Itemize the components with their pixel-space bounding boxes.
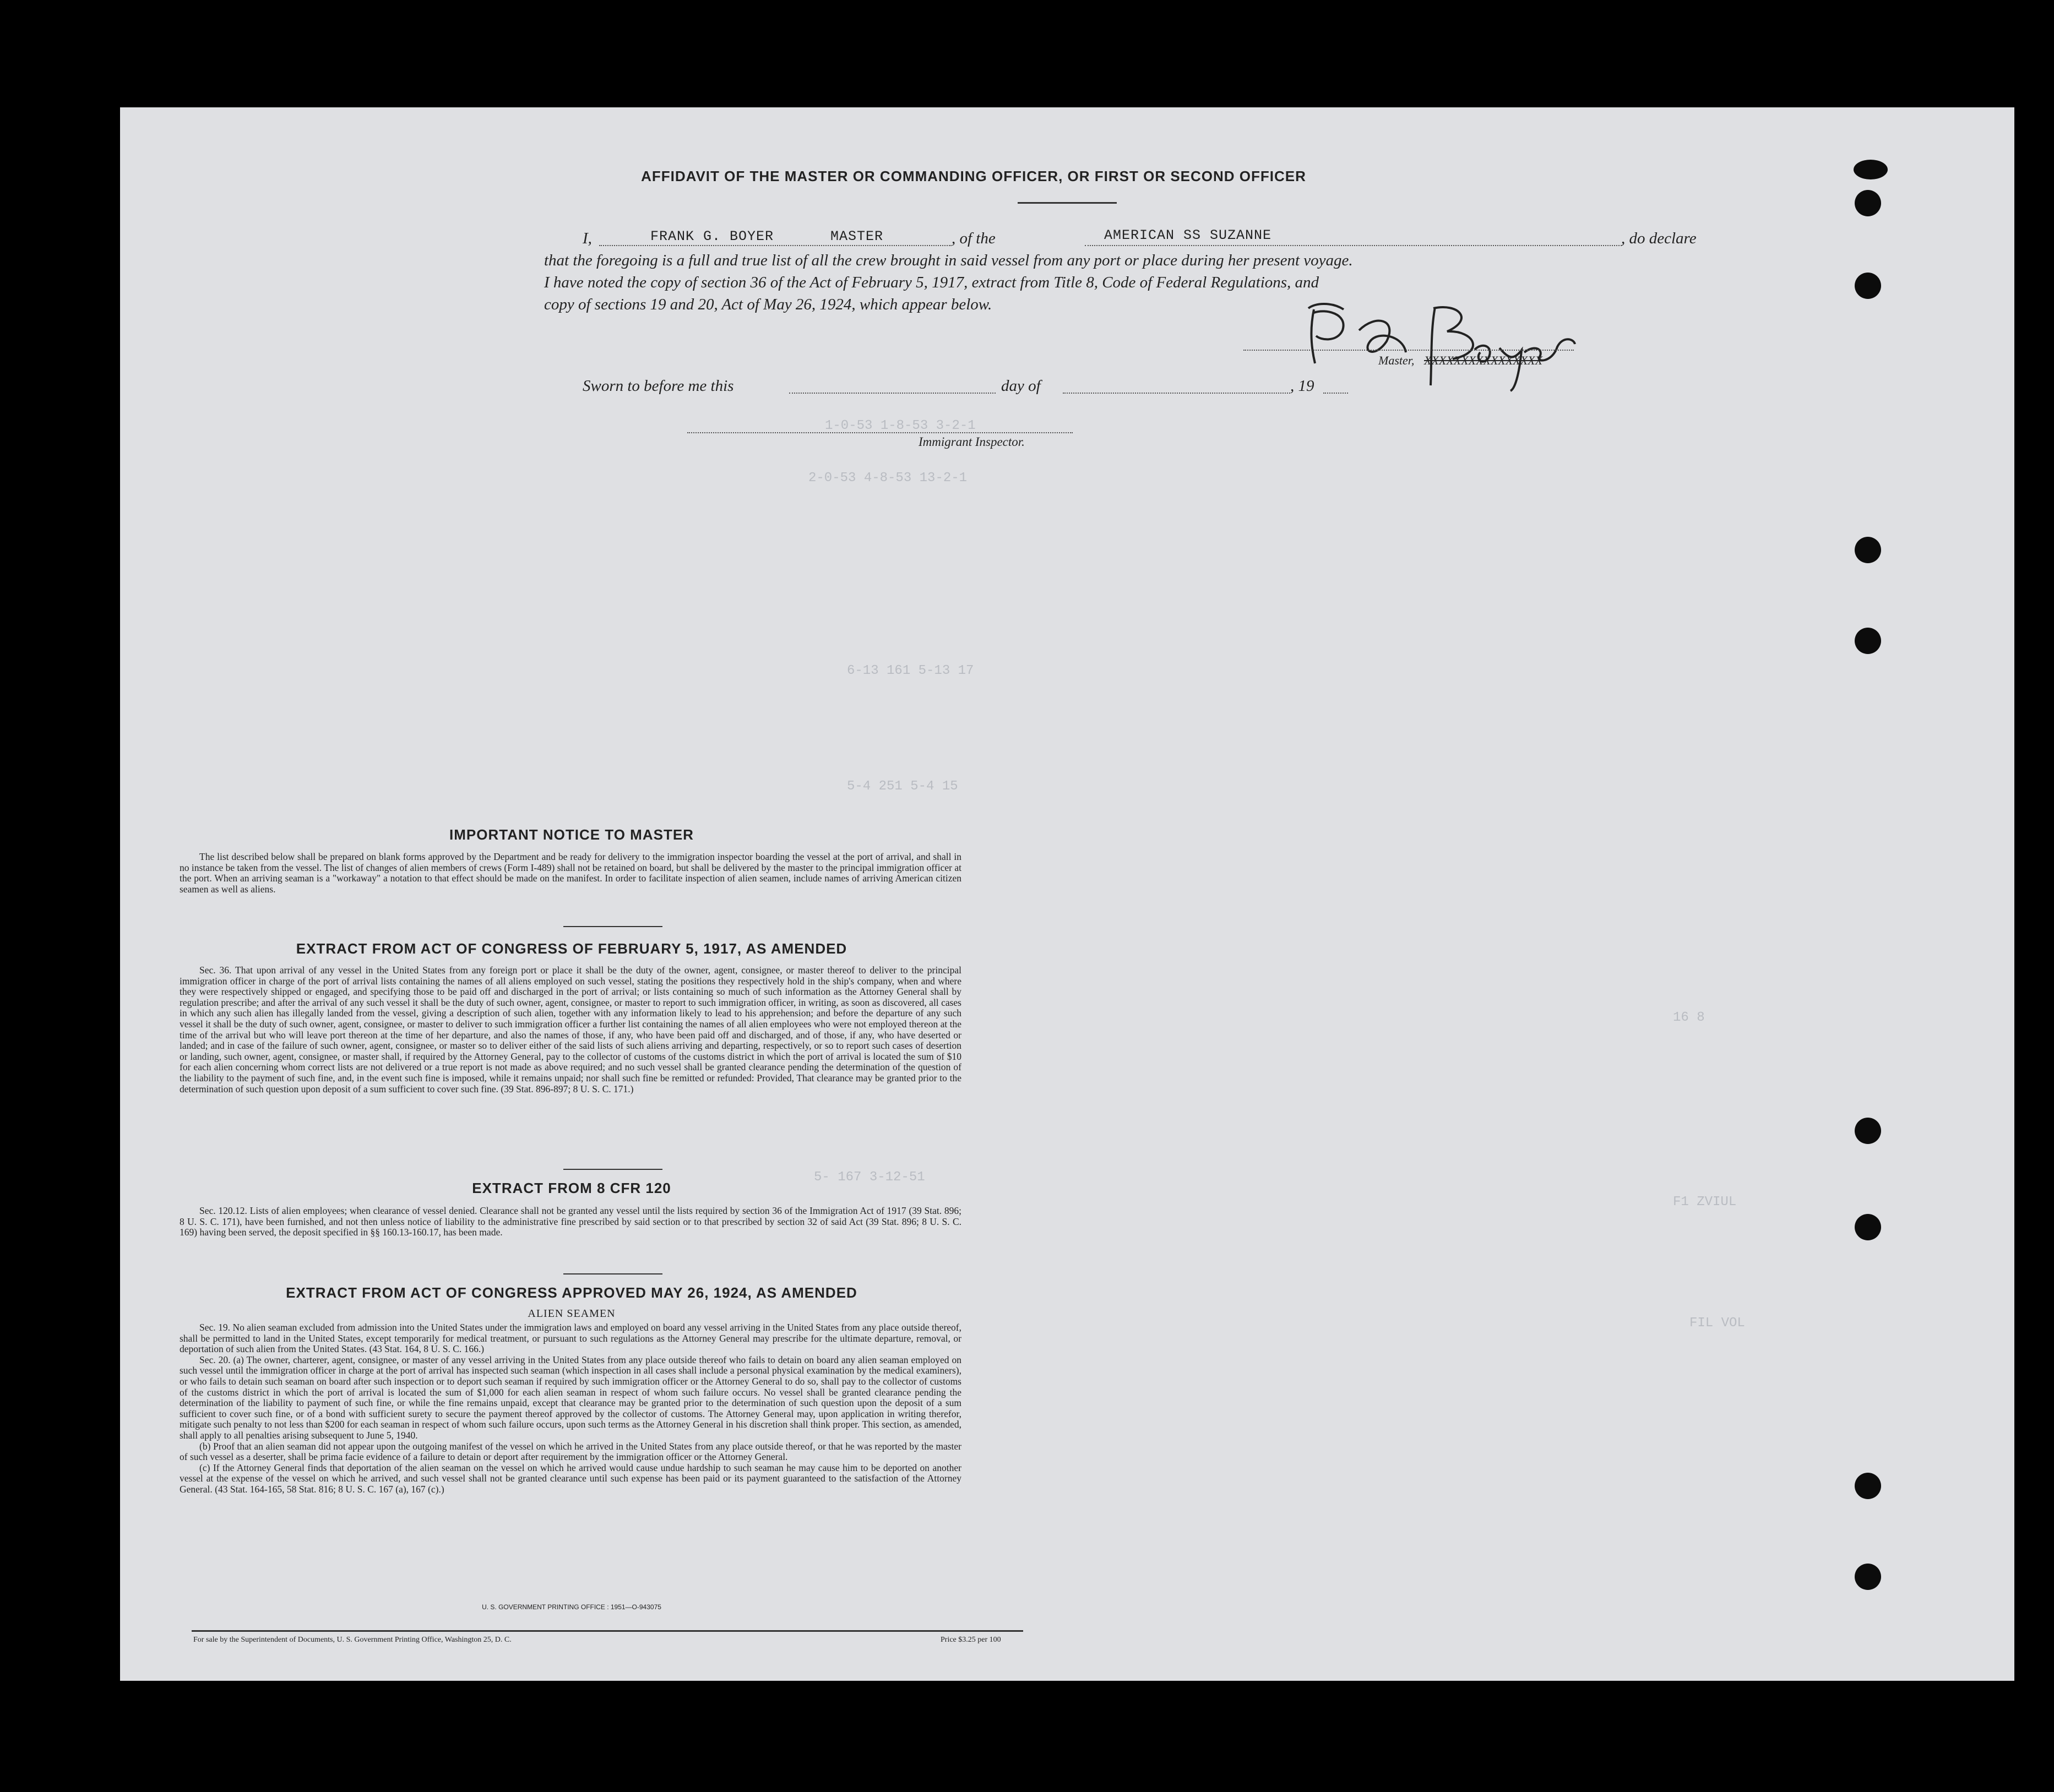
name-line <box>599 245 952 246</box>
title-rule <box>1018 202 1117 204</box>
punch-hole <box>1855 537 1881 563</box>
affidavit-text-2: I have noted the copy of section 36 of the Act of February 5, 1917, extract from Title 8, Code of Federal Regulations, and <box>544 274 1319 291</box>
vessel-line <box>1085 245 1622 246</box>
price-notice: Price $3.25 per 100 <box>941 1636 1001 1644</box>
notice-rule <box>563 926 662 927</box>
punch-hole <box>1855 1214 1881 1240</box>
gpo-imprint: U. S. GOVERNMENT PRINTING OFFICE : 1951—O-943075 <box>482 1603 661 1611</box>
affidavit-text-1: that the foregoing is a full and true list of all the crew brought in said vessel from any port or place during her present voyage. <box>544 252 1353 269</box>
extract-cfr-text: Sec. 120.12. Lists of alien employees; when clearance of vessel denied. Clearance shall not be granted any vessel until the lists required by section 36 of the Immigration Act of 1917 (39 Stat. 896; 8 U. S. C. 171), have been furnished, and not then unless notice of liability to the administrative fine prescribed by said section or to that prescribed by section 32 of said Act (39 Stat. 896; 8 U. S. C. 169) having been served, the deposit specified in §§ 160.13-160.17, has been made. <box>180 1205 961 1238</box>
notice-text: The list described below shall be prepared on blank forms approved by the Department and be ready for delivery to the immigration inspector boarding the vessel at the port of arrival, and shall in no instance be taken from the vessel. The list of changes of alien members of crews (Form I-489) shall not be retained on board, but shall be delivered by the master to the principal immigration officer at the port. When an arriving seaman is a "workaway" a notation to that effect should be made on the manifest. In order to facilitate inspection of alien seamen, include names of arriving American citizen seamen as well as aliens. <box>180 851 961 895</box>
year-line <box>1323 393 1348 394</box>
extract-1917-rule <box>563 1169 662 1170</box>
punch-hole <box>1855 1473 1881 1499</box>
punch-hole <box>1855 628 1881 654</box>
alien-seamen-subtitle: ALIEN SEAMEN <box>528 1308 616 1320</box>
ink-blot <box>1854 160 1888 179</box>
master-rank: MASTER <box>830 228 884 244</box>
master-signature <box>1293 297 1579 394</box>
extract-cfr-title: EXTRACT FROM 8 CFR 120 <box>472 1180 671 1196</box>
extract-1924-title: EXTRACT FROM ACT OF CONGRESS APPROVED MAY 26, 1924, AS AMENDED <box>286 1284 857 1301</box>
inspector-line <box>687 432 1073 433</box>
footer-rule <box>192 1630 1023 1632</box>
form-page: 1-0-53 1-8-53 3-2-1 2-0-53 4-8-53 13-2-1 6-13 161 5-13 17 5-4 251 5-4 15 5- 167 3-12-51 16 8 F1 ZVIUL FIL VOL AFFIDAVIT OF THE MASTER OR COMMANDING OFFICER, OR FIRST OR SECOND OFFICER I, FRANK G. BOYER MASTER , of the AMERICAN SS SUZANNE , do declare that the foregoing is a full and true list of all the crew brought in said vessel from any port or place during her present voyage. I have noted the copy of section 36 of the Act of February 5, 1917, extract from Title 8, Code of Federal Regulations, and copy of sections 19 and 20, Act of May 26, 1924, which appear below. Master, XXXXXXXXXXXXXXXX Sworn to before me this day of , 19 Immigrant Inspector. IMPORTANT NOTICE TO MASTER The list described below shall be prepared on blank forms approved by the Department and be ready for delivery to the immigration inspector boarding the vessel at the port of arrival, and shall in no instance be taken from the vessel. The list of changes of alien members of crews (Form I-489) shall not be retained on board, but shall be delivered by the master to the principal immigration officer at the port. When an arriving seaman is a "workaway" a notation to that effect should be made on the manifest. In order to facilitate inspection of alien seamen, include names of arriving American citizen seamen as well as aliens. EXTRACT FROM ACT OF CONGRESS OF FEBRUARY 5, 1917, AS AMENDED Sec. 36. That upon arrival of any vessel in the United States from any foreign port or place it shall be the duty of the owner, agent, consignee, or master thereof to deliver to the principal immigration officer in charge of the port of arrival lists containing the names of all aliens employed on such vessel, stating the positions they respectively hold in the ship's company, when and where they were respectively shipped or engaged, and specifying those to be paid off and discharged in the port of arrival; or lists containing so much of such information as the Attorney General shall by regulation prescribe; and after the arrival of any such vessel it shall be the duty of such owner, agent, consignee, or master to report to such immigration officer, in writing, as soon as discovered, all cases in which any such alien has illegally landed from the vessel, giving a description of such alien, together with any information likely to lead to his apprehension; and before the departure of any such vessel it shall be the duty of such owner, agent, consignee, or master to deliver to such immigration officer a further list containing the names of all alien employees who were not employed thereon at the time of the arrival but who will leave port thereon at the time of her departure, and also the names of those, if any, who have been paid off and discharged, and of those, if any, who have deserted or landed; and in case of the failure of such owner, agent, consignee, or master so to deliver either of the said lists of such aliens arriving and departing, respectively, or so to report such cases of desertion or landing, such owner, agent, consignee, or master shall, if required by the Attorney General, pay to the collector of customs of the customs district in which the port of arrival is located the sum of $10 for each alien concerning whom correct lists are not delivered or a true report is not made as above required; and no such vessel shall be granted clearance pending the determination of the question of the liability to the payment of such fine, and, in the event such fine is imposed, while it remains unpaid; nor shall such fine be remitted or refunded: Provided, That clearance may be granted prior to the determination of such question upon deposit of a sum sufficient to cover such fine. (39 Stat. 896-897; 8 U. S. C. 171.) EXTRACT FROM 8 CFR 120 Sec. 120.12. Lists of alien employees; when clearance of vessel denied. Clearance shall not be granted any vessel until the lists required by section 36 of the Immigration Act of 1917 (39 Stat. 896; 8 U. S. C. 171), have been furnished, and not then unless notice of liability to the administrative fine prescribed by said section or to that prescribed by section 32 of said Act (39 Stat. 896; 8 U. S. C. 169) having been served, the deposit specified in §§ 160.13-160.17, has been made. EXTRACT FROM ACT OF CONGRESS APPROVED MAY 26, 1924, AS AMENDED ALIEN SEAMEN Sec. 19. No alien seaman excluded from admission into the United States under the immigration laws and employed on board any vessel arriving in the United States from any place outside thereof, shall be permitted to land in the United States, except temporarily for medical treatment, or pursuant to such regulations as the Attorney General may prescribe for the ultimate departure, removal, or deportation of such alien from the United States. (43 Stat. 164, 8 U. S. C. 166.) Sec. 20. (a) The owner, charterer, agent, consignee, or master of any vessel arriving in the United States from any place outside thereof who fails to detain on board any alien seaman employed on such vessel until the immigration officer in charge at the port of arrival has inspected such seaman (which inspection in all cases shall include a personal physical examination by the medical examiners), or who fails to detain such seaman on board after such inspection or to deport such seaman if required by such immigration officer or the Attorney General to do so, shall pay to the collector of customs of the customs district in which the port of arrival is located the sum of $1,000 for each alien seaman in respect of whom such failure occurs. No vessel shall be granted clearance pending the determination of the liability to payment of such fine, or while the fine remains unpaid, except that clearance may be granted prior to the determination of such question upon the deposit of a sum sufficient to cover such fine, or of a bond with sufficient surety to secure the payment thereof approved by the collector of customs. The Attorney General may, upon application in writing therefor, mitigate such penalty to not less than $200 for each seaman in respect of whom such failure occurs, upon such terms as the Attorney General in his discretion shall think proper. This section, as amended, shall apply to all penalties arising subsequent to June 5, 1940. (b) Proof that an alien seaman did not appear upon the outgoing manifest of the vessel on which he arrived in the United States from any place outside thereof, or that he was reported by the master of such vessel as a deserter, shall be prima facie evidence of a failure to detain or deport after requirement by the immigration officer or the Attorney General. (c) If the Attorney General finds that deportation of the alien seaman on the vessel on which he arrived would cause undue hardship to such seaman he may cause him to be deported on another vessel at the expense of the vessel on which he arrived, and such vessel shall not be granted clearance until such expense has been paid or its payment guaranteed to the satisfaction of the Attorney General. (43 Stat. 164-165, 58 Stat. 816; 8 U. S. C. 167 (a), 167 (c).) U. S. GOVERNMENT PRINTING OFFICE : 1951—O-943075 For sale by the Superintendent of Documents, U. S. Government Printing Office, Washington 25, D. C. Price $3.25 per 100 <box>120 107 2014 1681</box>
extract-cfr-rule <box>563 1273 662 1274</box>
of-the-label: , of the <box>952 230 996 247</box>
extract-1917-text: Sec. 36. That upon arrival of any vessel in the United States from any foreign port or place it shall be the duty of the owner, agent, consignee, or master thereof to deliver to the principal immigration officer in charge of the port of arrival lists containing the names of all aliens employed on such vessel, stating the positions they respectively hold in the ship's company, when and where they were respectively shipped or engaged, and specifying those to be paid off and discharged in the port of arrival; or lists containing so much of such information as the Attorney General shall by regulation prescribe; and after the arrival of any such vessel it shall be the duty of such owner, agent, consignee, or master to report to such immigration officer, in writing, as soon as discovered, all cases in which any such alien has illegally landed from the vessel, giving a description of such alien, together with any information likely to lead to his apprehension; and before the departure of any such vessel it shall be the duty of such owner, agent, consignee, or master to deliver to such immigration officer a further list containing the names of all alien employees who were not employed thereon at the time of the arrival but who will leave port thereon at the time of her departure, and also the names of those, if any, who have been paid off and discharged, and of those, if any, who have deserted or landed; and in case of the failure of such owner, agent, consignee, or master so to deliver either of the said lists of such aliens arriving and departing, respectively, or so to report such cases of desertion or landing, such owner, agent, consignee, or master shall, if required by the Attorney General, pay to the collector of customs of the customs district in which the port of arrival is located the sum of $10 for each alien concerning whom correct lists are not delivered or a true report is not made as above required; and no such vessel shall be granted clearance pending the determination of the question of the liability to the payment of such fine, and, in the event such fine is imposed, while it remains unpaid; nor shall such fine be remitted or refunded: Provided, That clearance may be granted prior to the determination of such question upon deposit of a sum sufficient to cover such fine. (39 Stat. 896-897; 8 U. S. C. 171.) <box>180 965 961 1094</box>
affidavit-pronoun: I, <box>583 230 592 247</box>
notice-title: IMPORTANT NOTICE TO MASTER <box>449 826 694 843</box>
sworn-label: Sworn to before me this <box>583 377 734 395</box>
signature-caption-struck: XXXXXXXXXXXXXXXX <box>1424 353 1543 367</box>
extract-1917-title: EXTRACT FROM ACT OF CONGRESS OF FEBRUARY 5, 1917, AS AMENDED <box>296 940 847 957</box>
punch-hole <box>1855 273 1881 299</box>
do-declare-label: , do declare <box>1621 230 1697 247</box>
punch-hole <box>1855 190 1881 216</box>
vessel-name: AMERICAN SS SUZANNE <box>1104 227 1272 243</box>
extract-1924-text: Sec. 19. No alien seaman excluded from admission into the United States under the immigration laws and employed on board any vessel arriving in the United States from any place outside thereof, shall be permitted to land in the United States, except temporarily for medical treatment, or pursuant to such regulations as the Attorney General may prescribe for the ultimate departure, removal, or deportation of such alien from the United States. (43 Stat. 164, 8 U. S. C. 166.) Sec. 20. (a) The owner, charterer, agent, consignee, or master of any vessel arriving in the United States from any place outside thereof who fails to detain on board any alien seaman employed on such vessel until the immigration officer in charge at the port of arrival has inspected such seaman (which inspection in all cases shall include a personal physical examination by the medical examiners), or who fails to detain such seaman on board after such inspection or to deport such seaman if required by such immigration officer or the Attorney General to do so, shall pay to the collector of customs of the customs district in which the port of arrival is located the sum of $1,000 for each alien seaman in respect of whom such failure occurs. No vessel shall be granted clearance pending the determination of the liability to payment of such fine, or while the fine remains unpaid, except that clearance may be granted prior to the determination of such question upon the deposit of a sum sufficient to cover such fine, or of a bond with sufficient surety to secure the payment thereof approved by the collector of customs. The Attorney General may, upon application in writing therefor, mitigate such penalty to not less than $200 for each seaman in respect of whom such failure occurs, upon such terms as the Attorney General in his discretion shall think proper. This section, as amended, shall apply to all penalties arising subsequent to June 5, 1940. (b) Proof that an alien seaman did not appear upon the outgoing manifest of the vessel on which he arrived in the United States from any place outside thereof, or that he was reported by the master of such vessel as a deserter, shall be prima facie evidence of a failure to detain or deport after requirement by the immigration officer or the Attorney General. (c) If the Attorney General finds that deportation of the alien seaman on the vessel on which he arrived would cause undue hardship to such seaman he may cause him to be deported on another vessel at the expense of the vessel on which he arrived, and such vessel shall not be granted clearance until such expense has been paid or its payment guaranteed to the satisfaction of the Attorney General. (43 Stat. 164-165, 58 Stat. 816; 8 U. S. C. 167 (a), 167 (c).) <box>180 1322 961 1495</box>
signature-caption: Master, <box>1378 353 1415 367</box>
master-name: FRANK G. BOYER <box>650 228 774 244</box>
punch-hole <box>1855 1118 1881 1144</box>
sworn-day-line <box>789 393 996 394</box>
affidavit-text-3: copy of sections 19 and 20, Act of May 26, 1924, which appear below. <box>544 296 992 313</box>
year-label: , 19 <box>1290 377 1314 395</box>
sworn-month-line <box>1063 393 1290 394</box>
day-of-label: day of <box>1001 377 1041 395</box>
signature-line <box>1243 350 1574 351</box>
sale-notice: For sale by the Superintendent of Documents, U. S. Government Printing Office, Washington 25, D. C. <box>193 1636 512 1644</box>
affidavit-title: AFFIDAVIT OF THE MASTER OR COMMANDING OFFICER, OR FIRST OR SECOND OFFICER <box>641 168 1306 184</box>
punch-hole <box>1855 1564 1881 1590</box>
inspector-label: Immigrant Inspector. <box>919 435 1025 449</box>
